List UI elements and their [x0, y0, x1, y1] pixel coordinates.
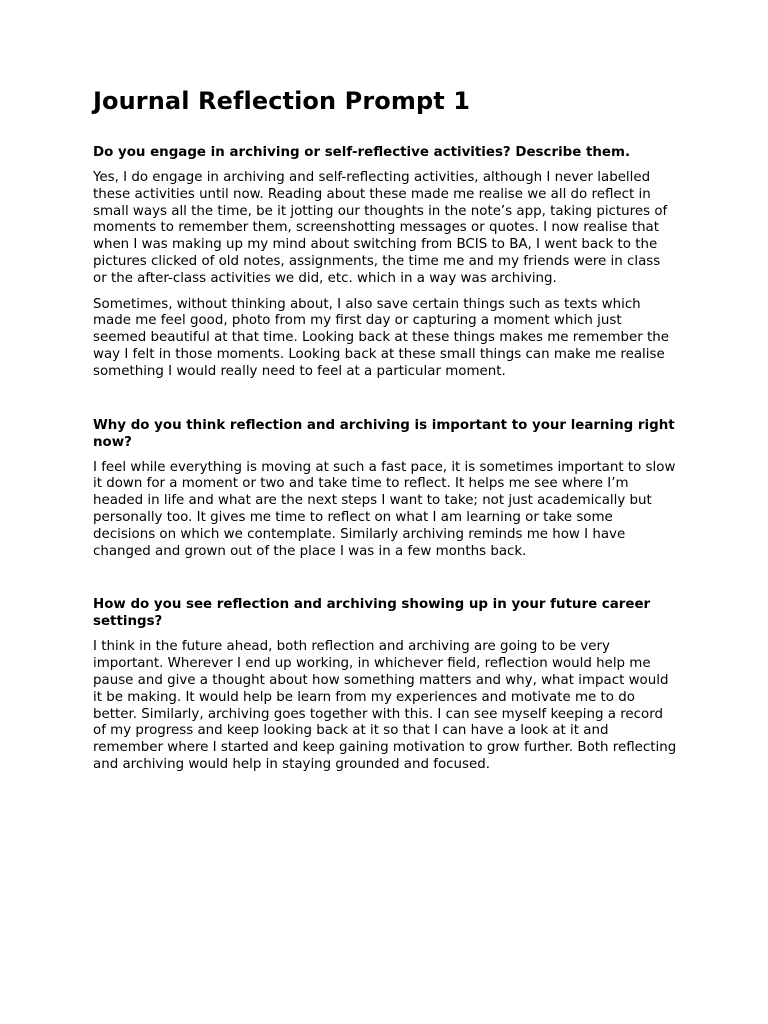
- answer-paragraph: Sometimes, without thinking about, I also save certain things such as texts which made me feel good, photo from my first day or capturing a moment which just seemed beautiful at that time. Looking back at these things makes me remember the way I felt in those moments. Looking back at these small things can make me realise something I would really need to feel at a particular moment.: [93, 296, 670, 379]
- answer-paragraph: I feel while everything is moving at such a fast pace, it is sometimes important to slow it down for a moment or two and take time to reflect. It helps me see where I’m headed in life and what are the next steps I want to take; not just academically but personally too. It gives me time to reflect on what I am learning or take some decisions on which we contemplate. Similarly archiving reminds me how I have changed and grown out of the place I was in a few months back.: [93, 459, 676, 559]
- section-importance: [93, 417, 677, 561]
- section-future-career: [93, 596, 677, 773]
- question-heading: Do you engage in archiving or self-reflective activities? Describe them.: [93, 145, 631, 160]
- page-title: Journal Reflection Prompt 1: [93, 87, 471, 115]
- answer-paragraph: I think in the future ahead, both reflection and archiving are going to be very important. Wherever I end up working, in whichever field, reflection would help me pause and give a thought about how something matters and why, what impact would it be making. It would help be learn from my experiences and motivate me to do better. Similarly, archiving goes together with this. I can see myself keeping a record of my progress and keep looking back at it so that I can have a look at it and remember where I started and keep gaining motivation to grow further. Both reflecting and archiving would help in staying grounded and focused.: [93, 639, 677, 772]
- answer-paragraph: Yes, I do engage in archiving and self-reflecting activities, although I never labelled these activities until now. Reading about these made me realise we all do reflect in small ways all the time, be it jotting our thoughts in the note’s app, taking pictures of moments to remember them, screenshotting messages or quotes. I now realise that when I was making up my mind about switching from BCIS to BA, I went back to the pictures clicked of old notes, assignments, the time me and my friends were in class or the after-class activities we did, etc. which in a way was archiving.: [93, 170, 668, 286]
- section-archiving-activities: [93, 144, 677, 381]
- document-page: [93, 86, 677, 783]
- question-heading: Why do you think reflection and archiving is important to your learning right now?: [93, 417, 675, 450]
- section-spacer: [93, 569, 677, 596]
- section-spacer: [93, 390, 677, 417]
- question-heading: How do you see reflection and archiving showing up in your future career settings?: [93, 597, 651, 630]
